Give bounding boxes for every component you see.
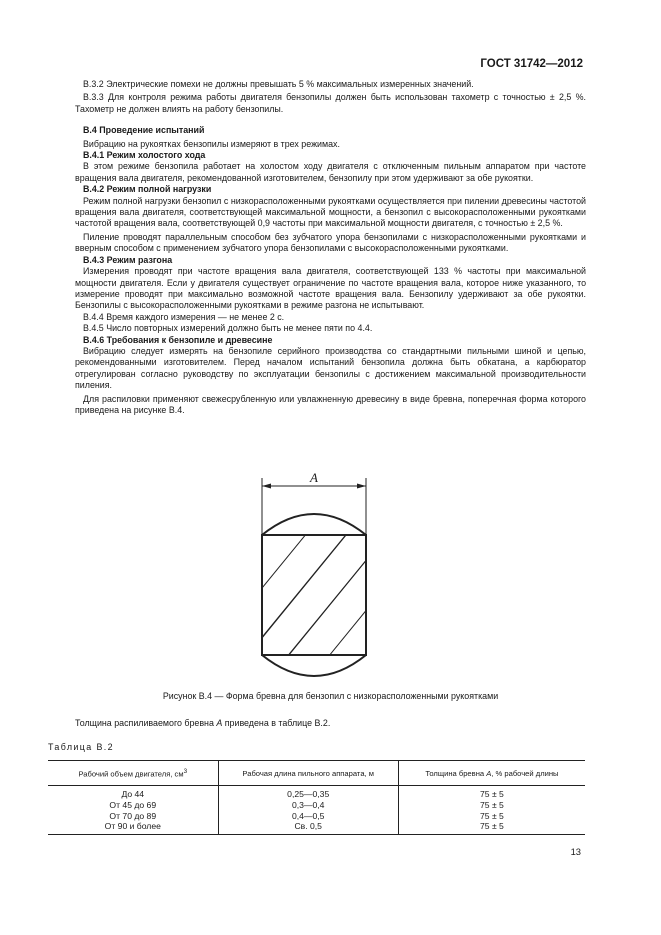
cell-volume: От 70 до 89 bbox=[109, 810, 157, 821]
paragraph-b44: В.4.4 Время каждого измерения — не менее 2 с. bbox=[83, 311, 285, 322]
cell-volume: До 44 bbox=[121, 789, 145, 799]
cell-volume: От 90 и более bbox=[104, 821, 161, 832]
dimension-arrow-right bbox=[357, 484, 366, 489]
heading-b41: В.4.1 Режим холостого хода bbox=[83, 150, 206, 161]
heading-b4: В.4 Проведение испытаний bbox=[83, 125, 205, 136]
dimension-arrow-left bbox=[262, 484, 271, 489]
heading-b43: В.4.3 Режим разгона bbox=[83, 254, 173, 265]
heading-b46: В.4.6 Требования к бензопиле и древесине bbox=[83, 334, 273, 345]
cell-length: 0,4—0,5 bbox=[218, 811, 398, 822]
cell-length: Св. 0,5 bbox=[218, 821, 398, 834]
cell-thickness: 75 ± 5 bbox=[398, 811, 585, 822]
header-engine-volume bbox=[48, 761, 218, 786]
data-table bbox=[48, 760, 585, 835]
header-engine-volume-text: Рабочий объем двигателя, см bbox=[78, 769, 184, 779]
header-thickness-var: A bbox=[486, 768, 492, 778]
paragraph-b33: В.3.3 Для контроля режима работы двигателя бензопилы должен быть использован тахометр с точностью ± 2,5 %. Тахометр не должен влиять на работу бензопилы. bbox=[75, 92, 586, 114]
log-top-arc bbox=[262, 514, 366, 535]
table-caption: Таблица В.2 bbox=[48, 742, 114, 752]
table-row bbox=[48, 800, 585, 811]
paragraph-b42a: Режим полной нагрузки бензопил с низкорасположенными рукоятками осуществляется при пилении древесины частотой вращения вала двигателя, соответствующей максимальной мощности, а бензопил с высокорасположенными рукоятками частотой вращения вала, соответствующей 0,9 частоты при максимальной мощности двигателя, с точностью ± 2,5 %. bbox=[75, 195, 586, 229]
header-thickness bbox=[398, 761, 585, 786]
log-section-rectangle bbox=[262, 535, 366, 655]
log-cross-section-figure bbox=[225, 468, 385, 678]
header-thickness-suffix: , % рабочей длины bbox=[491, 768, 559, 778]
table-header-row bbox=[48, 761, 585, 786]
reference-var: A bbox=[216, 718, 223, 728]
header-engine-volume-sup: 3 bbox=[183, 767, 188, 775]
paragraph-b41: В этом режиме бензопила работает на холостом ходу двигателя с отключенным пильным аппаратом при частоте вращения вала двигателя, рекомендованной изготовителем, бензопилу при этом удерживают за обе рукоятки. bbox=[75, 161, 586, 183]
cell-volume: От 45 до 69 bbox=[109, 799, 157, 810]
page-number: 13 bbox=[570, 846, 581, 857]
table-row bbox=[48, 821, 585, 834]
paragraph-b43: Измерения проводят при частоте вращения вала двигателя, соответствующей 133 % частоты при максимальной мощности двигателя. Если у двигателя существует ограничение по частоте вращения вала, которое ниже указанного, то измерение проводят при максимально возможной частоте вращения вала. Бензопилу удерживают за обе рукоятки. Бензопилы с высокорасположенными рукоятками в режиме разгона не испытывают. bbox=[75, 266, 586, 311]
hatching bbox=[245, 478, 385, 678]
log-bottom-arc bbox=[262, 655, 366, 676]
header-bar-length: Рабочая длина пильного аппарата, м bbox=[218, 761, 398, 786]
body-text bbox=[75, 79, 586, 416]
table-row bbox=[48, 786, 585, 800]
table-row bbox=[48, 811, 585, 822]
reference-prefix: Толщина распиливаемого бревна bbox=[75, 718, 217, 728]
header-thickness-prefix: Толщина бревна bbox=[425, 768, 487, 778]
dimension-label: A bbox=[310, 470, 318, 485]
cell-length: 0,25—0,35 bbox=[218, 786, 398, 800]
cell-length: 0,3—0,4 bbox=[218, 800, 398, 811]
paragraph-b45: В.4.5 Число повторных измерений должно быть не менее пяти по 4.4. bbox=[83, 323, 373, 334]
document-header: ГОСТ 31742—2012 bbox=[480, 58, 583, 70]
paragraph-b32: В.3.2 Электрические помехи не должны превышать 5 % максимальных измеренных значений. bbox=[83, 79, 474, 89]
paragraph-b42b: Пиление проводят параллельным способом без зубчатого упора бензопилами с низкорасположенными рукоятками и вверным способом с применением зубчатого упора бензопилами с высокорасположенными рукоятками. bbox=[75, 231, 586, 254]
paragraph-b4: Вибрацию на рукоятках бензопилы измеряют в трех режимах. bbox=[83, 138, 340, 149]
cell-thickness: 75 ± 5 bbox=[398, 800, 585, 811]
heading-b42: В.4.2 Режим полной нагрузки bbox=[83, 184, 212, 195]
paragraph-b46b: Для распиловки применяют свежесрубленную или увлажненную древесину в виде бревна, поперечная форма которого приведена на рисунке В.4. bbox=[75, 393, 586, 415]
cell-thickness: 75 ± 5 bbox=[398, 786, 585, 800]
cell-thickness: 75 ± 5 bbox=[398, 821, 585, 834]
reference-suffix: приведена в таблице В.2. bbox=[222, 718, 331, 728]
paragraph-b46a: Вибрацию следует измерять на бензопиле серийного производства со стандартными пильными шиной и цепью, рекомендованными изготовителем. Перед началом испытаний бензопила должна быть обкатана, а карбюратор отрегулирован согласно руководству по эксплуатации бензопилы с достижением максимальной производительности пиления. bbox=[75, 345, 586, 391]
figure-caption: Рисунок В.4 — Форма бревна для бензопил с низкорасположенными рукоятками bbox=[162, 691, 499, 701]
table-reference-text bbox=[75, 718, 330, 728]
